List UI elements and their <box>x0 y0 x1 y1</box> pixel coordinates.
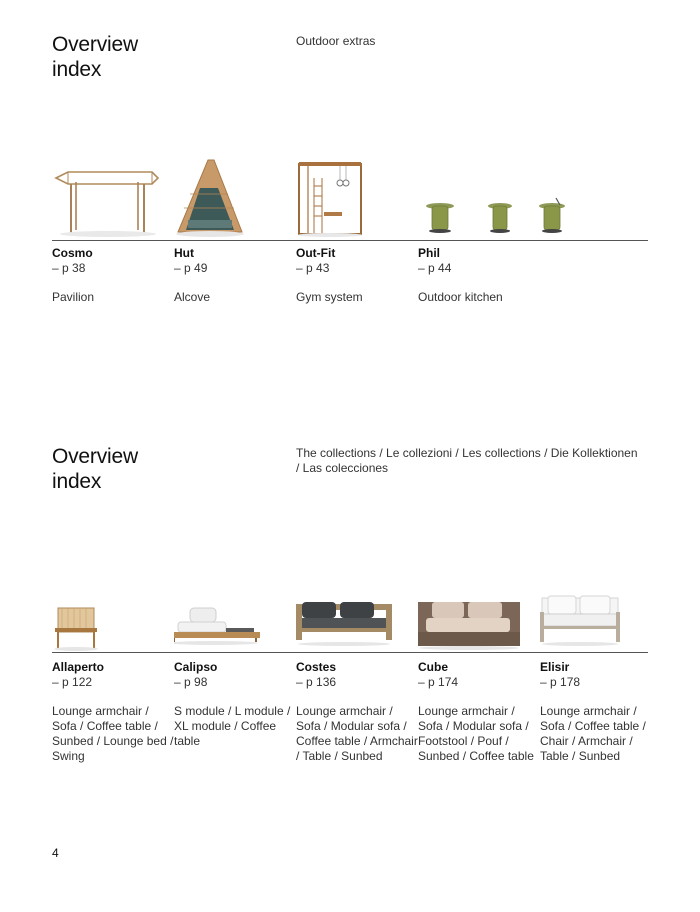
item-page: – p 122 <box>52 675 93 689</box>
item-name[interactable]: Costes <box>296 660 337 674</box>
section1-heading-line1: Overview <box>52 33 138 56</box>
item-name[interactable]: Cosmo <box>52 246 93 260</box>
item-desc: Alcove <box>174 290 211 304</box>
section2-heading-line2: index <box>52 470 102 493</box>
item-page: – p 38 <box>52 261 86 275</box>
gym-system-icon <box>296 158 414 238</box>
section2-heading <box>52 444 138 494</box>
section1-divider <box>52 240 648 241</box>
item-page: – p 49 <box>174 261 208 275</box>
item-desc: Outdoor kitchen <box>418 290 503 304</box>
item-desc: Pavilion <box>52 290 95 304</box>
item-name[interactable]: Allaperto <box>52 660 105 674</box>
item-name[interactable]: Calipso <box>174 660 218 674</box>
item-desc: Gym system <box>296 290 363 304</box>
item-desc: Lounge armchair / Sofa / Modular sofa / Coffee table / Armchair / Table / Sunbed <box>296 704 418 763</box>
item-name[interactable]: Phil <box>418 246 441 260</box>
page-number: 4 <box>52 846 59 860</box>
item-name[interactable]: Elisir <box>540 660 570 674</box>
item-page: – p 174 <box>418 675 459 689</box>
alcove-icon <box>174 158 292 238</box>
outdoor-kitchen-icon <box>418 158 578 238</box>
wicker-sofa-icon <box>418 572 536 652</box>
section1-heading <box>52 32 138 82</box>
item-desc: Lounge armchair / Sofa / Coffee table / Sunbed / Lounge bed / Swing <box>52 704 174 763</box>
armchair-icon <box>52 572 170 652</box>
section2-subtitle-line2: / Las colecciones <box>296 461 389 475</box>
section2-subtitle <box>296 446 648 476</box>
item-desc: Lounge armchair / Sofa / Modular sofa / Footstool / Pouf / Sunbed / Coffee table <box>418 704 534 763</box>
item-page: – p 43 <box>296 261 330 275</box>
pavilion-icon <box>52 158 170 238</box>
section1-subtitle: Outdoor extras <box>296 34 376 48</box>
modular-sofa-icon <box>174 572 292 652</box>
section1-heading-line2: index <box>52 58 102 81</box>
item-page: – p 136 <box>296 675 337 689</box>
item-page: – p 98 <box>174 675 208 689</box>
sofa-icon <box>296 572 414 652</box>
item-name[interactable]: Hut <box>174 246 194 260</box>
white-sofa-icon <box>540 572 658 652</box>
item-name[interactable]: Out-Fit <box>296 246 336 260</box>
item-desc: Lounge armchair / Sofa / Coffee table / Chair / Armchair / Table / Sunbed <box>540 704 646 763</box>
section2-subtitle-line1: The collections / Le collezioni / Les collections / Die Kollektionen <box>296 446 638 460</box>
section2-divider <box>52 652 648 653</box>
item-name[interactable]: Cube <box>418 660 448 674</box>
section2-heading-line1: Overview <box>52 445 138 468</box>
item-desc: S module / L module / XL module / Coffee table <box>174 704 291 748</box>
item-page: – p 44 <box>418 261 452 275</box>
item-page: – p 178 <box>540 675 581 689</box>
